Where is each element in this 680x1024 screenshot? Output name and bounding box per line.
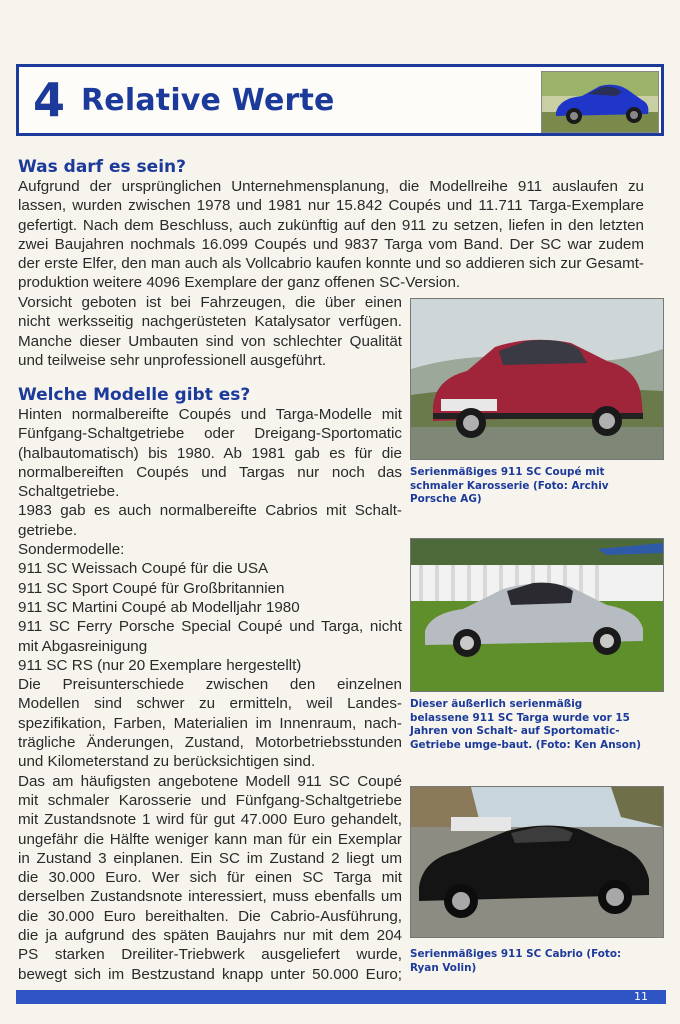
text-line: Sondermodelle: xyxy=(18,541,125,559)
text-line: der erste Elfer, den man auch als Vollcabrio kaufen konnte und so addieren sich zur Gesamt- xyxy=(18,255,644,273)
text-line: Das am häufigsten angebotene Modell 911 SC Coupé xyxy=(18,772,402,790)
text-line: die ja aufgrund des späten Baujahrs nur mit dem 204 xyxy=(18,927,402,945)
section-heading: Welche Modelle gibt es? xyxy=(18,385,251,405)
section-body xyxy=(18,293,402,370)
section-heading: Was darf es sein? xyxy=(18,157,186,177)
text-line: lassen, wurden zwischen 1978 und 1981 nur 15.842 Coupés und 11.711 Targa-Exemplare xyxy=(18,197,644,215)
text-line: 911 SC RS (nur 20 Exemplare hergestellt) xyxy=(18,656,302,674)
text-line: Vorsicht geboten ist bei Fahrzeugen, die über einen xyxy=(18,294,402,311)
text-line: 911 SC Weissach Coupé für die USA xyxy=(18,560,269,578)
text-line: zwei Baujahren nochmals 16.099 Coupés und 9837 Targa vom Band. Der SC war zudem xyxy=(18,235,644,253)
photo-cabrio xyxy=(410,786,664,938)
text-line: 911 SC Martini Coupé ab Modelljahr 1980 xyxy=(18,598,300,616)
text-line: (halbautomatisch) bis 1980. Ab 1981 gab es für die xyxy=(18,444,402,462)
chapter-number: 4 xyxy=(33,73,66,127)
text-line: und teilweise sehr unprofessionell ausgeführt. xyxy=(18,351,327,369)
text-line: Hinten normalbereifte Coupés und Targa-Modelle mit xyxy=(18,406,402,423)
header-car-photo xyxy=(541,71,659,133)
text-line: Schaltgetriebe. xyxy=(18,483,120,501)
text-line: mit schmaler Karosserie und Fünfgang-Schaltgetriebe xyxy=(18,791,402,809)
text-line: Aufgrund der ursprünglichen Unternehmensplanung, die Modellreihe 911 auslaufen zu xyxy=(18,178,644,195)
text-line: nicht werksseitig nachgerüsteten Katalysator verfügen. xyxy=(18,313,402,331)
text-line: Manche dieser Umbauten sind von schlechter Qualität xyxy=(18,332,402,350)
text-line: produktion weitere 4096 Exemplare der ganz offenen SC-Version. xyxy=(18,274,461,292)
text-line: ungefähr die Hälfte weniger kann man für ein Exemplar xyxy=(18,830,402,848)
text-line: mit Abgasreinigung xyxy=(18,637,148,655)
text-line: normalbereiften Coupés und Targas nur noch das xyxy=(18,463,402,481)
text-line: gefertigt. Nach dem Beschluss, auch zukünftig auf den 911 zu setzen, liefen in den letzten xyxy=(18,216,644,234)
photo-caption: Serienmäßiges 911 SC Coupé mit schmaler Karosserie (Foto: Archiv Porsche AG) xyxy=(410,466,609,505)
section-body xyxy=(18,405,402,984)
text-line: trägliche Änderungen, Zustand, Motorbetriebsstunden xyxy=(18,734,402,752)
text-line: bewegt sich im Bestzustand knapp unter 50.000 Euro; xyxy=(18,965,402,983)
text-line: Fünfgang-Schaltgetriebe oder Dreigang-Sportomatic xyxy=(18,425,402,443)
text-line: Die Preisunterschiede zwischen den einzelnen xyxy=(18,676,402,694)
chapter-title: Relative Werte xyxy=(81,83,335,118)
text-line: Modellen sind schwer zu ermitteln, weil Landes- xyxy=(18,695,402,713)
text-line: 911 SC Sport Coupé für Großbritannien xyxy=(18,579,285,597)
text-line: und Kilometerstand zu berücksichtigen sind. xyxy=(18,753,316,771)
text-line: mit Zustandsnote 1 wird für gut 47.000 Euro gehandelt, xyxy=(18,811,402,829)
text-line: 1983 gab es auch normalbereifte Cabrios mit Schalt- xyxy=(18,502,402,520)
page-number: 11 xyxy=(634,990,648,1003)
text-line: PS starken Dreiliter-Triebwerk ausgeliefert wurde, xyxy=(18,946,402,964)
photo-caption: Dieser äußerlich serienmäßig belassene 911 SC Targa wurde vor 15 Jahren von Schalt- auf Sportomatic-Getriebe umge-baut. (Foto: Ken Anson) xyxy=(410,698,642,751)
photo-coupe xyxy=(410,298,664,460)
text-line: die 30.000 Euro bereithalten. Die Cabrio-Ausführung, xyxy=(18,907,402,925)
footer-bar xyxy=(16,990,666,1004)
photo-targa xyxy=(410,538,664,692)
text-line: 911 SC Ferry Porsche Special Coupé und Targa, nicht xyxy=(18,618,402,636)
text-line: in Zustand 3 einplanen. Ein SC im Zustand 2 liegt um xyxy=(18,849,402,867)
text-line: die 30.000 Euro. Wer sich für einen SC Targa mit xyxy=(18,869,402,887)
text-line: spezifikation, Farben, Materialien im Innenraum, nach- xyxy=(18,714,402,732)
section-body xyxy=(18,177,644,293)
photo-caption: Serienmäßiges 911 SC Cabrio (Foto: Ryan Volin) xyxy=(410,948,622,974)
text-line: derselben Zustandsnote interessiert, muss ebenfalls um xyxy=(18,888,402,906)
text-line: getriebe. xyxy=(18,521,78,539)
chapter-header xyxy=(16,64,664,136)
